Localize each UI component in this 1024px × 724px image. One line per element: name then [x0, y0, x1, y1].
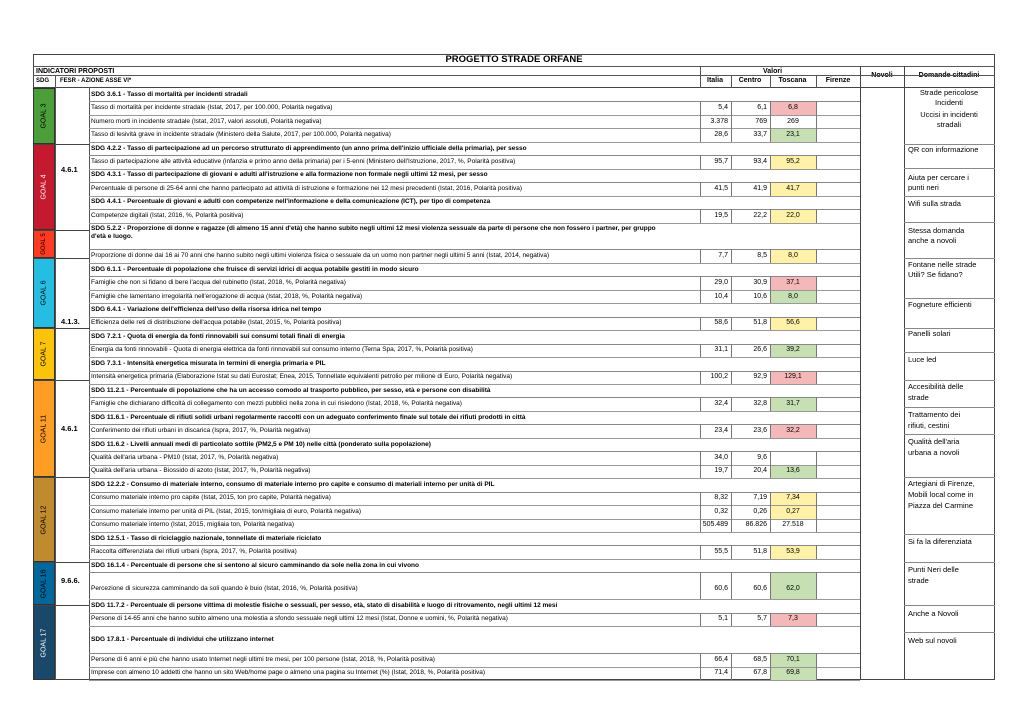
goal-7-band	[33, 328, 55, 380]
value-toscana: 39,2	[786, 346, 800, 354]
domanda-line: Fogneture efficienti	[908, 300, 972, 309]
header-novoli	[860, 71, 904, 81]
indicator-description: Efficienza delle reti di distribuzione dell'acqua potabile (Istat, 2015, %, Polarità positiva)	[91, 319, 342, 327]
domanda-line: Panelli solari	[908, 329, 951, 338]
value-toscana: 0,27	[786, 507, 800, 515]
domanda-line: Web sul novoli	[908, 636, 957, 645]
indicator-description: Persone di 6 anni e più che hanno usato Internet negli ultimi tre mesi, per 100 persone (Istat, 2018, %, Polarità positiva)	[91, 655, 435, 663]
goal-17-band	[33, 605, 55, 680]
header-indicatori: INDICATORI PROPOSTI	[36, 68, 115, 75]
indicator-description: Proporzione di donne dai 16 ai 70 anni che hanno subito negli ultimi violenza fisica o sessuale da un uomo non partner negli ultimi 5 anni (Istat, 2014, negativa)	[91, 252, 550, 260]
value-toscana: 70,1	[786, 655, 800, 663]
value-centro: 7,19	[753, 494, 767, 502]
indicator-description: Consumo materiale interno (Istat, 2015, migliaia ton, Polarità negativa)	[91, 521, 295, 529]
goal-7-label: GOAL 7	[40, 341, 48, 367]
value-italia: 95,7	[714, 158, 728, 165]
value-centro: 41,9	[753, 184, 767, 192]
sdg-indicator-title: SDG 4.3.1 - Tasso di partecipazione di giovani e adulti all'istruzione e alla formazione non formale negli ultimi 12 mesi, per sesso	[91, 171, 488, 179]
domanda-line: Strade pericolose	[919, 88, 979, 97]
value-centro: 30,9	[753, 279, 767, 287]
goal-12-band	[33, 477, 55, 562]
value-centro: 769	[755, 117, 767, 125]
header-italia: Italia	[707, 77, 723, 84]
value-toscana: 8,0	[788, 292, 798, 300]
sdg-indicator-title: SDG 4.4.1 - Percentuale di giovani e adulti con competenze nell'informazione e della comunicazione (ICT), per tipo di competenza	[91, 198, 491, 206]
indicator-description: Qualità dell'aria urbana - PM10 (Istat, 2017, %, Polarità negativa)	[91, 454, 279, 461]
sdg-indicator-title: SDG 4.2.2 - Tasso di partecipazione ad un percorso strutturato di apprendimento (un anno prima dell'inizio ufficiale della primaria), per sesso	[91, 144, 527, 152]
value-centro: 93,4	[753, 158, 767, 165]
domanda-line: Stessa domanda	[908, 226, 965, 235]
domanda-line: Utili? Se fidano?	[908, 270, 963, 279]
sdg-indicator-title: SDG 7.3.1 - Intensità energetica misurata in termini di energia primaria e PIL	[91, 359, 326, 367]
value-centro: 60,6	[753, 584, 767, 592]
indicator-description: Intensità energetica primaria (Elaborazione Istat su dati Eurostat; Enea, 2015, Tonnellate equivalenti petrolio per milione di Euro, Polarità negativa)	[91, 373, 513, 381]
value-toscana: 13,6	[786, 467, 800, 475]
value-italia: 28,6	[714, 131, 728, 139]
value-toscana: 31,7	[786, 400, 800, 408]
goal-12-label: GOAL 12	[40, 505, 48, 534]
value-centro: 23,6	[753, 427, 767, 435]
value-centro: 0,26	[753, 507, 767, 515]
domanda-line: Uccisi in incidenti	[920, 110, 978, 119]
fesr-code-1: 4.6.1	[61, 165, 78, 174]
domanda-line: Luce led	[908, 355, 937, 364]
value-centro: 22,2	[753, 211, 767, 219]
header-toscana: Toscana	[778, 77, 807, 84]
value-toscana: 41,7	[786, 184, 800, 192]
domanda-line: strade	[908, 576, 929, 585]
value-centro: 51,8	[753, 319, 767, 327]
indicator-description: Imprese con almeno 10 addetti che hanno un sito Web/home page o almeno una pagina su Internet (%) (Istat, 2018, %, Polarità positiva)	[91, 669, 486, 677]
value-italia: 0,32	[714, 507, 728, 515]
indicator-description: Numero morti in incidente stradale (Istat, 2017, valori assoluti, Polarità negativa)	[91, 117, 322, 125]
goal-6-label: GOAL 6	[40, 280, 48, 306]
domanda-line: Trattamento dei	[908, 410, 961, 419]
value-centro: 51,8	[753, 548, 767, 556]
sdg-indicator-title: SDG 11.6.2 - Livelli annuali medi di particolato sottile (PM2,5 e PM 10) nelle città (ponderato sulla popolazione)	[91, 440, 431, 448]
value-toscana: 69,8	[786, 669, 800, 677]
goal-11-band	[33, 380, 55, 477]
value-centro: 8,5	[757, 252, 767, 260]
indicator-description: Consumo materiale interno pro capite (Istat, 2015, ton pro capite, Polarità negativa)	[91, 494, 331, 502]
value-centro: 10,6	[753, 292, 767, 300]
domanda-line: Artegiani di Firenze,	[908, 479, 975, 488]
value-italia: 58,6	[714, 319, 728, 327]
goal-5-label: GOAL 5	[41, 233, 47, 255]
indicator-description: Tasso di mortalità per incidente stradale (Istat, 2017, per 100.000, Polarità negativa)	[91, 104, 333, 112]
sdg-indicator-title: SDG 5.2.2 - Proporzione di donne e ragazze (di almeno 15 anni d'età) che hanno subito negli ultimi 12 mesi violenza sessuale da parte di persone che non fossero i partner, per gruppo	[91, 224, 656, 232]
domanda-line: stradali	[936, 120, 962, 129]
value-centro: 67,8	[753, 669, 767, 677]
domanda-line: QR con informazione	[908, 145, 979, 154]
indicator-description: Consumo materiale interno per unità di PIL (Istat, 2015, ton/migliaia di euro, Polarità negativa)	[91, 507, 362, 515]
goal-17-label: GOAL 17	[40, 628, 48, 657]
value-italia: 19,5	[714, 211, 728, 219]
value-italia: 10,4	[714, 292, 728, 300]
domanda-line: Piazza del Carmine	[908, 501, 974, 510]
value-centro: 68,5	[753, 655, 767, 663]
domanda-line: Qualità dell'aria	[908, 437, 960, 446]
value-italia: 32,4	[714, 400, 728, 408]
indicator-description: Qualità dell'aria urbana - Biossido di azoto (Istat, 2017, %, Polarità negativa)	[91, 467, 311, 475]
value-centro: 33,7	[753, 131, 767, 139]
value-centro: 20,4	[753, 467, 767, 475]
fesr-code-4: 9.6.6.	[61, 576, 80, 585]
value-italia: 55,5	[714, 548, 728, 556]
value-centro: 26,6	[753, 346, 767, 354]
domanda-line: punti neri	[908, 183, 939, 192]
header-fesr: FESR - AZIONE ASSE VI*	[60, 78, 132, 84]
goal-16-label: GOAL 16	[40, 569, 48, 598]
value-toscana: 32,2	[786, 427, 800, 435]
indicator-description: Famiglie che lamentano irregolarità nell'erogazione di acqua (Istat, 2018, %, Polarità negativa)	[91, 292, 363, 300]
sdg-indicator-title: SDG 7.2.1 - Quota di energia da fonti rinnovabili sui consumi totali finali di energia	[91, 332, 345, 340]
sdg-indicator-title: SDG 11.2.1 - Percentuale di popolazione che ha un accesso comodo al trasporto pubblico, per sesso, età e persone con disabilità	[91, 386, 491, 394]
value-toscana: 27.518	[782, 521, 804, 529]
goal-3-label: GOAL 3	[40, 103, 48, 129]
fesr-code-3: 4.6.1	[61, 424, 78, 433]
value-italia: 7,7	[718, 252, 728, 260]
value-italia: 5,4	[718, 104, 728, 112]
value-toscana: 129,1	[784, 373, 802, 381]
domanda-line: Wifi sulla strada	[908, 199, 961, 208]
indicator-description: Conferimento dei rifiuti urbani in discarica (Ispra, 2017, %, Polarità negativa)	[91, 427, 311, 435]
domanda-line: Mobili local come in	[908, 490, 974, 499]
sdg-indicator-title: SDG 11.6.1 - Percentuale di rifiuti solidi urbani regolarmente raccolti con un adeguato conferimento finale sul totale dei rifiuti prodotti in città	[91, 413, 526, 421]
header-domande	[904, 71, 994, 81]
value-italia: 60,6	[714, 584, 728, 592]
value-italia: 41,5	[714, 184, 728, 192]
value-italia: 5,1	[718, 615, 728, 623]
domanda-line: anche a novoli	[908, 236, 957, 245]
value-centro: 86.826	[745, 521, 767, 529]
value-italia: 505.489	[702, 521, 728, 529]
sdg-indicator-title: SDG 6.1.1 - Percentuale di popolazione che fruisce di servizi idrici di acqua potabile gestiti in modo sicuro	[91, 265, 419, 273]
header-centro: Centro	[738, 77, 762, 84]
goal-3-band	[33, 88, 55, 144]
value-toscana: 37,1	[786, 279, 800, 287]
goal-6-band	[33, 258, 55, 328]
value-italia: 100,2	[710, 373, 728, 381]
domanda-line: Incidenti	[935, 98, 963, 107]
value-toscana: 56,6	[786, 319, 800, 327]
sdg-indicator-title: SDG 12.2.2 - Consumo di materiale interno, consumo di materiale interno pro capite e consumo di materiali interno per unità di PIL	[91, 480, 495, 488]
sdg-indicator-title: SDG 3.6.1 - Tasso di mortalità per incidenti stradali	[91, 90, 248, 98]
domanda-line: Si fa la diferenziata	[908, 537, 972, 546]
value-italia: 23,4	[714, 427, 728, 435]
indicator-description: Competenze digitali (Istat, 2016, %, Polarità positiva)	[91, 211, 244, 219]
goal-16-band	[33, 562, 55, 605]
value-toscana: 62,0	[786, 584, 800, 592]
value-centro: 32,8	[753, 400, 767, 408]
domanda-line: strade	[908, 393, 929, 402]
domanda-line: rifiuti, cestini	[908, 421, 950, 430]
sdg-indicator-title: SDG 11.7.2 - Percentuale di persone vittima di molestie fisiche o sessuali, per sesso, età, stato di disabilità e luogo di ritrovamento, negli ultimi 12 mesi	[91, 602, 558, 609]
indicator-description: Percezione di sicurezza camminando da soli quando è buio (Istat, 2016, %, Polarità positiva)	[91, 584, 358, 592]
value-italia: 19,7	[714, 467, 728, 475]
value-centro: 5,7	[757, 615, 767, 623]
indicator-description: Persone di 14-65 anni che hanno subito almeno una molestia a sfondo sessuale negli ultimi 12 mesi (Istat, Donne e uomini, %, Polarità negativa)	[91, 615, 508, 623]
value-italia: 3.378	[710, 117, 728, 125]
page-title: PROGETTO STRADE ORFANE	[445, 54, 583, 65]
value-toscana: 22,0	[786, 211, 800, 219]
domanda-line: Anche a Novoli	[908, 609, 959, 618]
value-centro: 6,1	[757, 104, 767, 112]
header-sdg: SDG	[36, 78, 50, 84]
indicator-description: Famiglie che dichiarano difficoltà di collegamento con mezzi pubblici nella zona in cui risiedono (Istat, 2018, %, Polarità negativa)	[91, 400, 462, 408]
indicator-description: Energia da fonti rinnovabili - Quota di energia elettrica da fonti rinnovabili sul consumo interno (Terna Spa, 2017, %, Polarità positiva)	[91, 346, 473, 354]
value-italia: 29,0	[714, 279, 728, 287]
indicator-description: Tasso di partecipazione alle attività educative (infanzia e primo anno della primaria) per i 5-enni (Ministero dell'Istruzione, 2017, %, Polarità positiva)	[91, 158, 516, 165]
value-toscana: 7,34	[786, 494, 800, 502]
goal-4-band	[33, 144, 55, 230]
value-toscana: 53,9	[786, 548, 800, 556]
value-toscana: 23,1	[786, 131, 800, 139]
value-centro: 92,9	[753, 373, 767, 381]
header-firenze: Firenze	[825, 77, 851, 84]
value-italia: 8,32	[714, 494, 728, 502]
indicator-description: Raccolta differenziata dei rifiuti urbani (Ispra, 2017, %, Polarità positiva)	[91, 548, 297, 556]
value-toscana: 269	[787, 117, 799, 125]
value-toscana: 95,2	[786, 158, 800, 165]
value-centro: 9,6	[757, 454, 767, 461]
sdg-indicator-title: SDG 6.4.1 - Variazione dell'efficienza dell'uso della risorsa idrica nel tempo	[91, 306, 322, 313]
sdg-indicator-title-cont: d'età e luogo.	[91, 232, 133, 240]
indicator-description: Percentuale di persone di 25-64 anni che hanno partecipato ad attività di istruzione e formazione nei 12 mesi precedenti (Istat, 2016, Polarità positiva)	[91, 184, 523, 192]
domanda-line: Aiuta per cercare i	[908, 173, 969, 182]
domanda-line: Fontane nelle strade	[908, 260, 977, 269]
value-italia: 71,4	[714, 669, 728, 677]
goal-4-label: GOAL 4	[40, 174, 48, 200]
value-italia: 34,0	[714, 454, 728, 461]
fesr-code-2: 4.1.3.	[61, 317, 80, 326]
sdg-indicator-title: SDG 16.1.4 - Percentuale di persone che si sentono al sicuro camminando da sole nella zona in cui vivono	[91, 561, 419, 569]
indicator-description: Famiglie che non si fidano di bere l'acqua del rubinetto (Istat, 2018, %, Polarità negativa)	[91, 279, 346, 287]
goal-11-label: GOAL 11	[40, 414, 48, 443]
indicator-description: Tasso di lesività grave in incidente stradale (Ministero della Salute, 2017, per 100.000, Polarità negativa)	[91, 131, 391, 139]
domanda-line: Accesibilità delle	[908, 382, 964, 391]
header-valori: Valori	[763, 68, 783, 75]
domanda-line: Punti Neri delle	[908, 565, 959, 574]
value-toscana: 7,3	[788, 615, 798, 623]
domanda-line: urbana a novoli	[908, 448, 960, 457]
sdg-indicator-title: SDG 17.8.1 - Percentuale di individui che utilizzano internet	[91, 635, 274, 643]
value-toscana: 6,8	[788, 104, 798, 112]
value-italia: 31,1	[714, 346, 728, 354]
sdg-indicator-title: SDG 12.5.1 - Tasso di riciclaggio nazionale, tonnellate di materiale riciclato	[91, 534, 322, 542]
goal-5-band	[33, 230, 55, 258]
value-toscana: 8,0	[788, 252, 798, 260]
value-italia: 66,4	[714, 655, 728, 663]
